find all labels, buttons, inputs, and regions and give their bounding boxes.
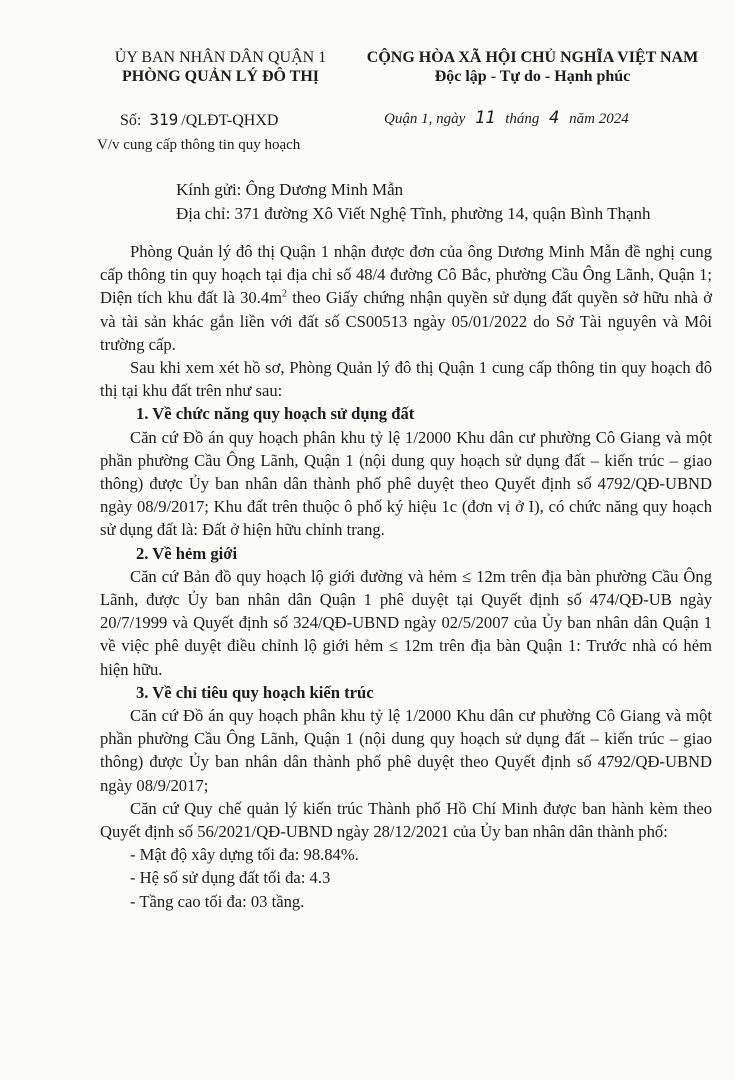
letter-body xyxy=(100,240,712,913)
section-heading-alley: 2. Về hẻm giới xyxy=(136,543,238,563)
date-month-label: tháng xyxy=(505,111,540,127)
document-number xyxy=(120,110,278,130)
date-month: 4 xyxy=(549,108,560,128)
paragraph-architecture-regulation: Căn cứ Quy chế quản lý kiến trúc Thành phố Hồ Chí Minh được ban hành kèm theo Quyết định số 56/2021/QĐ-UBND ngày 28/12/2021 của Ủy ban nhân dân thành phố: xyxy=(100,798,712,842)
paragraph-request-part2: theo Giấy chứng nhận quyền sử dụng đất quyền sở hữu nhà ở và tài sản khác gắn liền với đất số CS00513 ngày 05/01/2022 do Sở Tài nguyên và Môi trường cấp. xyxy=(100,288,712,354)
document-subject: V/v cung cấp thông tin quy hoạch xyxy=(97,137,301,153)
paragraph-intro: Sau khi xem xét hồ sơ, Phòng Quản lý đô thị Quận 1 cung cấp thông tin quy hoạch đô thị tại khu đất trên như sau: xyxy=(100,358,712,401)
list-item: - Mật độ xây dựng tối đa: 98.84%. xyxy=(130,845,359,865)
recipient-address: Địa chỉ: 371 đường Xô Viết Nghệ Tĩnh, phường 14, quận Bình Thạnh xyxy=(176,204,651,223)
paragraph-request-part1: Phòng Quản lý đô thị Quận 1 nhận được đơn của ông Dương Minh Mẫn đề nghị cung cấp thông tin quy hoạch tại địa chỉ số 48/4 đường Cô Bắc, phường Cầu Ông Lãnh, Quận 1; Diện tích khu đất là 30.4m xyxy=(100,242,712,308)
date-year: năm 2024 xyxy=(569,111,629,127)
recipient-block xyxy=(176,178,651,226)
list-item: - Tầng cao tối đa: 03 tầng. xyxy=(130,891,305,911)
recipient-name: Kính gửi: Ông Dương Minh Mẫn xyxy=(176,180,404,199)
nation-name: CỘNG HÒA XÃ HỘI CHỦ NGHĨA VIỆT NAM xyxy=(366,49,699,66)
section-heading-architecture: 3. Về chỉ tiêu quy hoạch kiến trúc xyxy=(136,682,374,702)
national-motto-block xyxy=(355,48,710,86)
list-item: - Hệ số sử dụng đất tối đa: 4.3 xyxy=(130,868,331,888)
doc-no-suffix: /QLĐT-QHXD xyxy=(181,112,279,129)
issuer-parent: ỦY BAN NHÂN DÂN QUẬN 1 xyxy=(114,49,327,66)
issuer-office: PHÒNG QUẢN LÝ ĐÔ THỊ xyxy=(121,68,320,85)
paragraph-request xyxy=(100,240,712,356)
paragraph-architecture-basis: Căn cứ Đồ án quy hoạch phân khu tỷ lệ 1/2000 Khu dân cư phường Cô Giang và một phần phường Cầu Ông Lãnh, Quận 1 (nội dung quy hoạch sử dụng đất – kiến trúc – giao thông) được Ủy ban nhân dân thành phố phê duyệt theo Quyết định số 4792/QĐ-UBND ngày 08/9/2017; xyxy=(100,706,712,795)
doc-no-value: 319 xyxy=(149,110,179,129)
nation-motto: Độc lập - Tự do - Hạnh phúc xyxy=(434,68,631,85)
date-prefix: Quận 1, ngày xyxy=(384,111,466,127)
section-heading-land-use: 1. Về chức năng quy hoạch sử dụng đất xyxy=(136,404,415,424)
paragraph-alley: Căn cứ Bản đồ quy hoạch lộ giới đường và hẻm ≤ 12m trên địa bàn phường Cầu Ông Lãnh, được Ủy ban nhân dân Quận 1 phê duyệt tại Quyết định số 474/QĐ-UB ngày 20/7/1999 và Quyết định số 324/QĐ-UBND ngày 02/5/2007 của Ủy ban nhân dân Quận 1 về việc phê duyệt điều chỉnh lộ giới hẻm ≤ 12m trên địa bàn Quận 1: Trước nhà có hẻm hiện hữu. xyxy=(100,566,712,679)
date-line xyxy=(384,108,629,128)
doc-no-label: Số: xyxy=(120,112,142,129)
area-superscript: 2 xyxy=(282,288,288,300)
date-day: 11 xyxy=(475,108,496,128)
paragraph-land-use: Căn cứ Đồ án quy hoạch phân khu tỷ lệ 1/2000 Khu dân cư phường Cô Giang và một phần phường Cầu Ông Lãnh, Quận 1 (nội dung quy hoạch sử dụng đất – kiến trúc – giao thông) được Ủy ban nhân dân thành phố phê duyệt theo Quyết định số 4792/QĐ-UBND ngày 08/9/2017; Khu đất trên thuộc ô phố ký hiệu 1c (đơn vị ở I), có chức năng quy hoạch sử dụng đất là: Đất ở hiện hữu chỉnh trang. xyxy=(100,427,712,540)
issuer-block xyxy=(78,48,363,86)
